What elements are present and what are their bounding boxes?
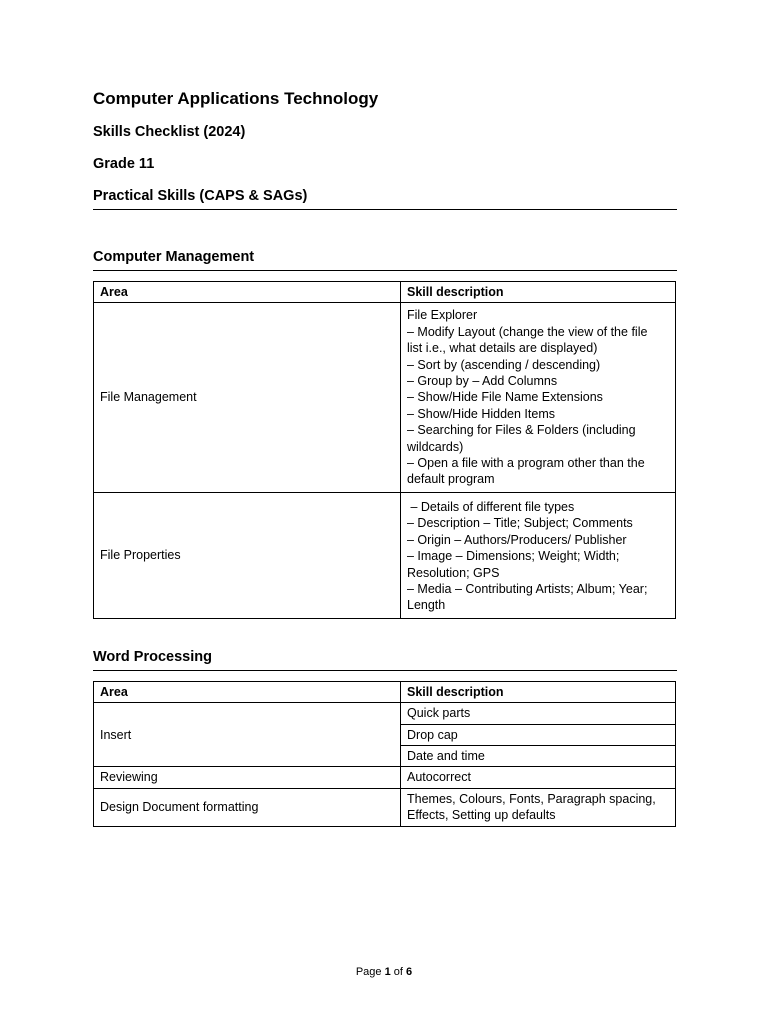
table-row bbox=[94, 703, 676, 724]
skill-line: – Description – Title; Subject; Comments bbox=[407, 516, 633, 531]
page-number: 1 bbox=[384, 966, 391, 978]
skill-line: – Group by – Add Columns bbox=[407, 374, 558, 389]
skill-line: – Media – Contributing Artists; Album; Year; bbox=[407, 581, 648, 596]
skill-cell: Date and time bbox=[401, 745, 676, 766]
area-cell: Insert bbox=[94, 703, 401, 767]
table-row bbox=[94, 303, 676, 492]
section-title-computer-management: Computer Management bbox=[93, 249, 255, 265]
word-processing-table bbox=[93, 681, 676, 827]
skill-line: File Explorer bbox=[407, 308, 478, 323]
skill-line: list i.e., what details are displayed) bbox=[407, 341, 598, 356]
computer-management-table bbox=[93, 281, 676, 619]
area-cell: Reviewing bbox=[94, 767, 401, 788]
skill-cell: Drop cap bbox=[401, 724, 676, 745]
skill-line: Effects, Setting up defaults bbox=[407, 808, 556, 823]
skill-cell bbox=[401, 492, 676, 618]
skill-line: – Show/Hide File Name Extensions bbox=[407, 390, 603, 405]
section-divider bbox=[93, 270, 677, 271]
grade-heading: Grade 11 bbox=[93, 156, 155, 172]
skill-line: – Details of different file types bbox=[407, 499, 575, 514]
document-subtitle: Skills Checklist (2024) bbox=[93, 124, 246, 140]
header-divider bbox=[93, 209, 677, 210]
table-header-row bbox=[94, 282, 676, 303]
skill-line: Length bbox=[407, 598, 446, 613]
skill-cell: Autocorrect bbox=[401, 767, 676, 788]
area-cell: File Management bbox=[94, 303, 401, 492]
table-row bbox=[94, 492, 676, 618]
skill-line: – Origin – Authors/Producers/ Publisher bbox=[407, 532, 627, 547]
table-row bbox=[94, 767, 676, 788]
column-header-skill: Skill description bbox=[401, 681, 676, 702]
skill-line: – Show/Hide Hidden Items bbox=[407, 406, 555, 421]
skill-line: – Open a file with a program other than the bbox=[407, 456, 645, 471]
skill-line: – Image – Dimensions; Weight; Width; bbox=[407, 549, 620, 564]
page-footer bbox=[0, 966, 768, 978]
skill-line: Themes, Colours, Fonts, Paragraph spacing, bbox=[407, 791, 656, 806]
document-title: Computer Applications Technology bbox=[93, 89, 379, 108]
document-page bbox=[93, 88, 677, 827]
table-header-row bbox=[94, 681, 676, 702]
skill-cell bbox=[401, 788, 676, 826]
skill-cell bbox=[401, 303, 676, 492]
area-cell: Design Document formatting bbox=[94, 788, 401, 826]
section-divider bbox=[93, 670, 677, 671]
practical-skills-heading: Practical Skills (CAPS & SAGs) bbox=[93, 188, 308, 204]
column-header-skill: Skill description bbox=[401, 282, 676, 303]
skill-line: wildcards) bbox=[407, 439, 464, 454]
of-word: of bbox=[393, 966, 403, 978]
page-total: 6 bbox=[406, 966, 413, 978]
skill-line: Resolution; GPS bbox=[407, 565, 500, 580]
skill-line: – Searching for Files & Folders (including bbox=[407, 423, 636, 438]
skill-cell: Quick parts bbox=[401, 703, 676, 724]
table-row bbox=[94, 788, 676, 826]
section-title-word-processing: Word Processing bbox=[93, 648, 212, 665]
area-cell: File Properties bbox=[94, 492, 401, 618]
page-word: Page bbox=[355, 966, 382, 978]
column-header-area: Area bbox=[94, 282, 401, 303]
skill-line: – Sort by (ascending / descending) bbox=[407, 357, 601, 372]
skill-line: default program bbox=[407, 472, 495, 487]
column-header-area: Area bbox=[94, 681, 401, 702]
skill-line: – Modify Layout (change the view of the file bbox=[407, 324, 648, 339]
